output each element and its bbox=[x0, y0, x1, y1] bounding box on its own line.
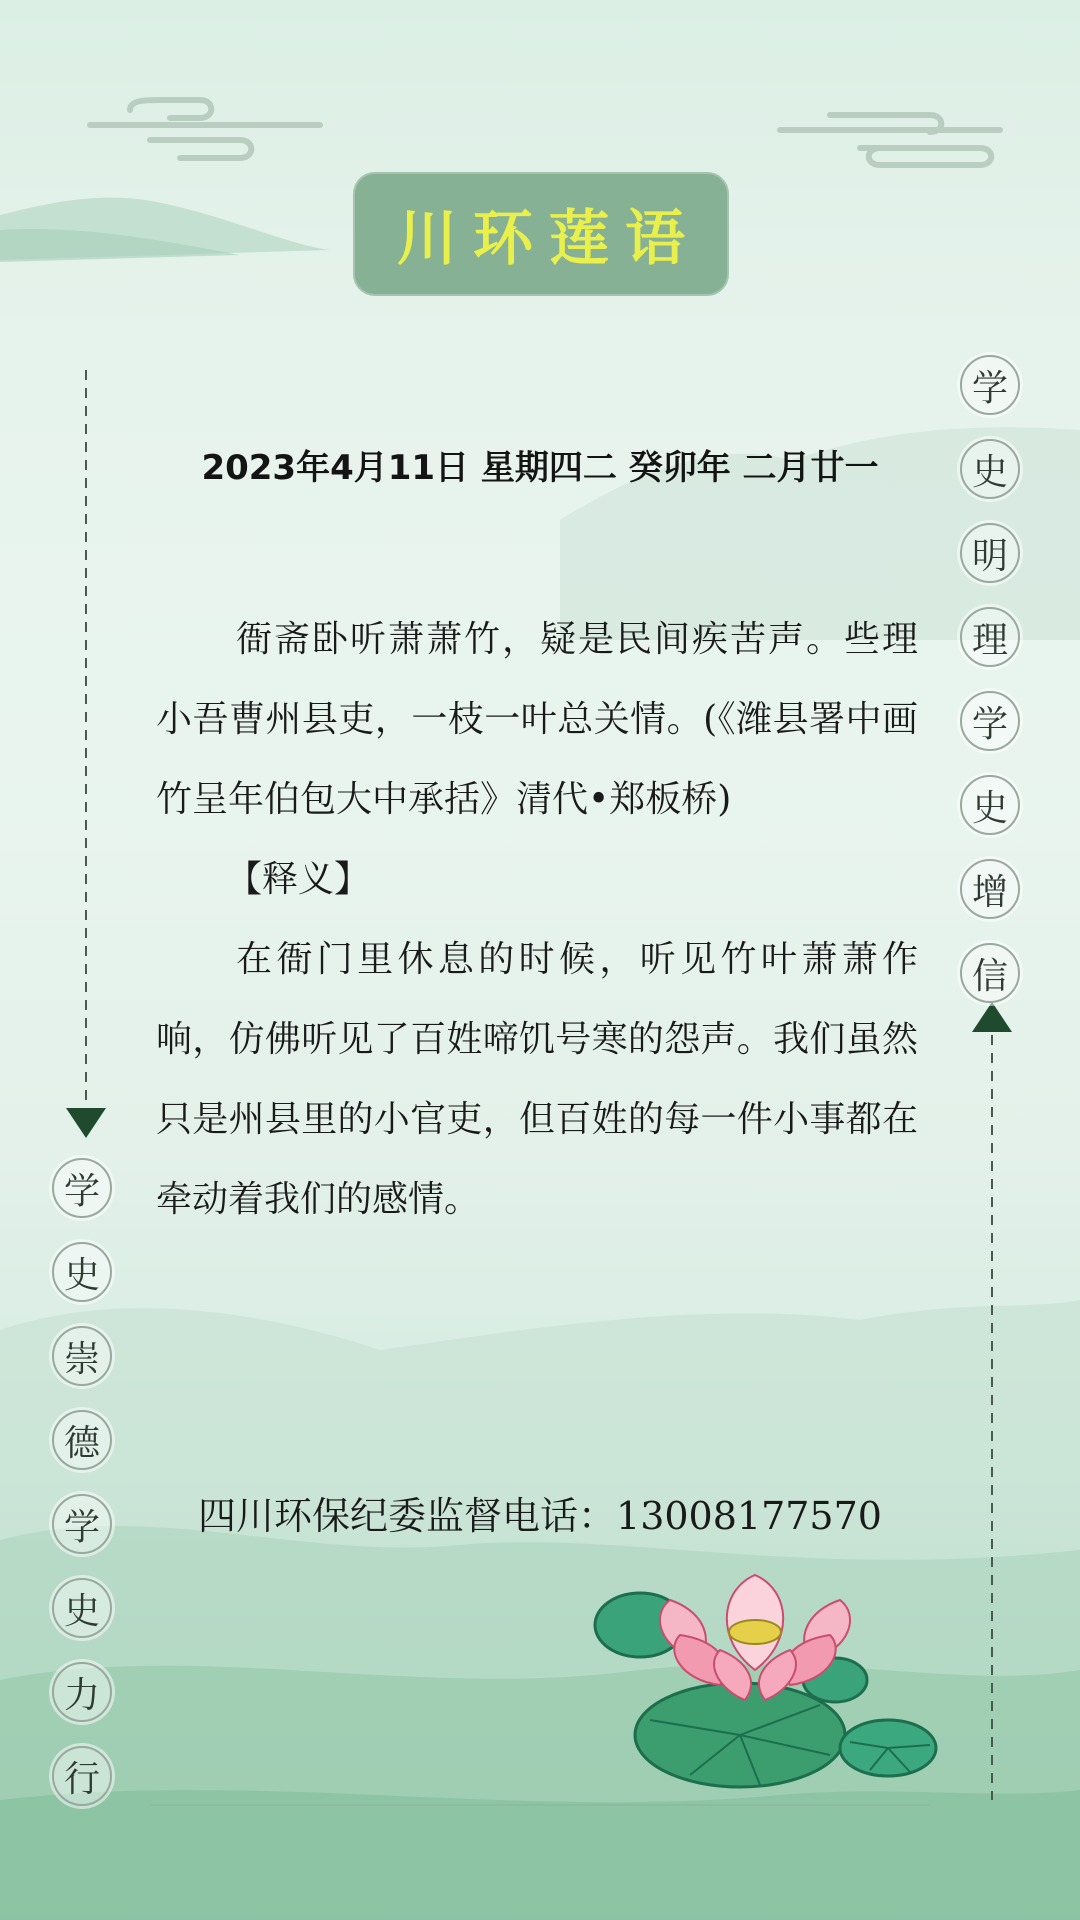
date-line: 2023年4月11日 星期四二 癸卯年 二月廿一 bbox=[201, 448, 879, 488]
motto-char: 增 bbox=[960, 859, 1020, 919]
motto-char: 学 bbox=[960, 355, 1020, 415]
motto-char: 德 bbox=[52, 1410, 112, 1470]
supervision-hotline: 四川环保纪委监督电话：13008177570 bbox=[198, 1494, 882, 1538]
motto-char: 史 bbox=[52, 1578, 112, 1638]
explanation-text: 在衙门里休息的时候，听见竹叶萧萧作响，仿佛听见了百姓啼饥号寒的怨声。我们虽然只是州县里的小官吏，但百姓的每一件小事都在牵动着我们的感情。 bbox=[156, 939, 918, 1220]
explanation-heading: 【释义】 bbox=[226, 859, 371, 900]
motto-char: 学 bbox=[52, 1494, 112, 1554]
page-title: 川环莲语 bbox=[397, 204, 701, 274]
motto-char: 史 bbox=[960, 775, 1020, 835]
motto-char: 史 bbox=[52, 1242, 112, 1302]
motto-char: 信 bbox=[960, 943, 1020, 1003]
motto-char: 力 bbox=[52, 1662, 112, 1722]
motto-char: 史 bbox=[960, 439, 1020, 499]
motto-char: 学 bbox=[960, 691, 1020, 751]
motto-char: 崇 bbox=[52, 1326, 112, 1386]
motto-char: 明 bbox=[960, 523, 1020, 583]
motto-char: 理 bbox=[960, 607, 1020, 667]
poem-text: 衙斋卧听萧萧竹，疑是民间疾苦声。些理小吾曹州县吏，一枝一叶总关情。(《潍县署中画竹呈年伯包大中承括》清代•郑板桥) bbox=[156, 619, 918, 820]
motto-char: 学 bbox=[52, 1158, 112, 1218]
motto-char: 行 bbox=[52, 1746, 112, 1806]
